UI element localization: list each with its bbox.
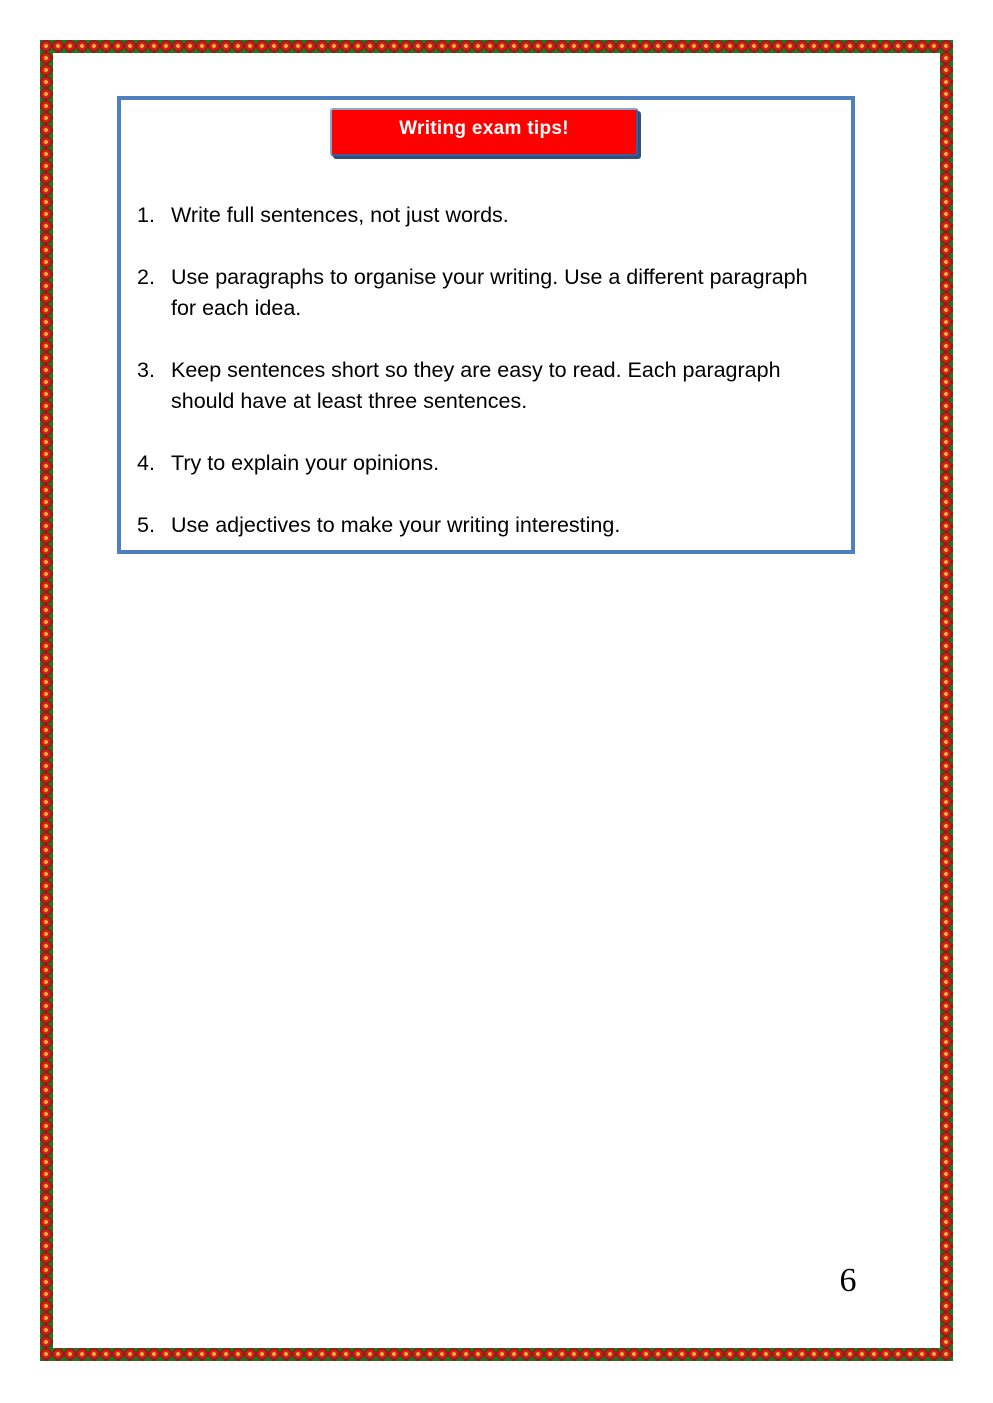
tip-text: Try to explain your opinions. [171, 451, 440, 475]
tip-number: 1. [137, 203, 155, 227]
tips-banner-title: Writing exam tips! [330, 108, 638, 156]
tip-text: Write full sentences, not just words. [171, 203, 509, 227]
poinsettia-border-bottom-icon [40, 1348, 953, 1361]
list-item [137, 200, 837, 231]
list-item [137, 262, 837, 324]
tip-text: Keep sentences short so they are easy to read. Each paragraph should have at least three sentences. [171, 358, 781, 413]
tip-number: 4. [137, 451, 155, 475]
list-item [137, 448, 837, 479]
tip-number: 2. [137, 265, 155, 289]
tips-list [137, 200, 837, 572]
list-item [137, 355, 837, 417]
list-item [137, 510, 837, 541]
page-number: 6 [839, 1262, 857, 1299]
tip-number: 5. [137, 513, 155, 537]
tips-box [117, 96, 855, 554]
tip-text: Use adjectives to make your writing interesting. [171, 513, 621, 537]
poinsettia-border-top-icon [40, 40, 953, 53]
poinsettia-border-left-icon [40, 40, 53, 1361]
tip-number: 3. [137, 358, 155, 382]
poinsettia-border-right-icon [940, 40, 953, 1361]
tip-text: Use paragraphs to organise your writing. Use a different paragraph for each idea. [171, 265, 808, 320]
